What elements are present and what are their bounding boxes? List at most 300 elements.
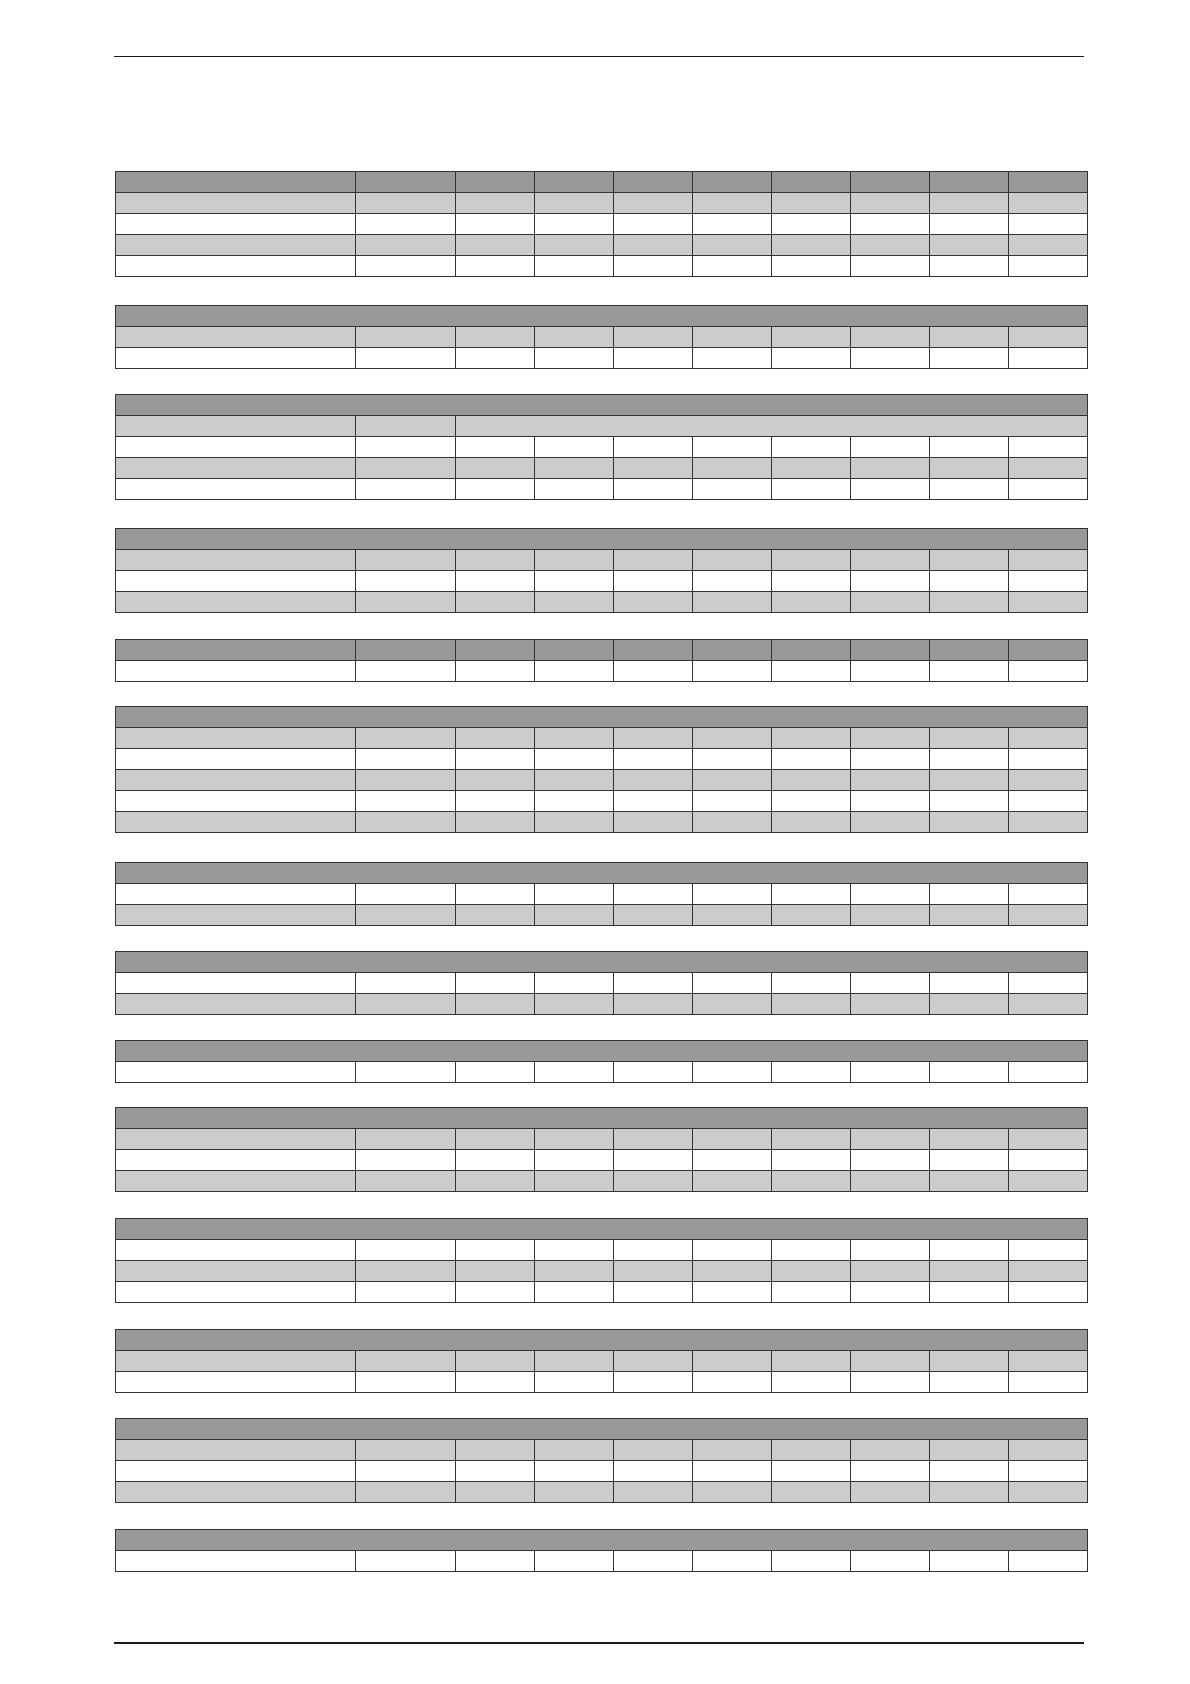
table-cell [693,1282,772,1303]
table-cell [851,1372,930,1393]
table-cell [456,214,535,235]
table-cell [614,193,693,214]
table-cell [851,172,930,193]
table-cell [614,256,693,277]
table-cell [693,661,772,682]
table-cell [693,592,772,613]
table-header-row [116,952,1088,973]
table-row [116,348,1088,369]
table-row [116,193,1088,214]
table-cell [930,661,1009,682]
table-cell [356,416,456,437]
table-cell [116,1330,1088,1351]
table-cell [356,479,456,500]
form-table-5 [115,639,1088,682]
table-cell [535,571,614,592]
table-header-row [116,1530,1088,1551]
table-cell [116,214,356,235]
table-cell [614,550,693,571]
table-row [116,571,1088,592]
table-cell [356,1261,456,1282]
table-cell [456,1240,535,1261]
table-cell [614,1171,693,1192]
table-cell [693,1171,772,1192]
table-cell [356,1282,456,1303]
table-cell [356,592,456,613]
table-header-row [116,1219,1088,1240]
table-cell [1009,256,1088,277]
table-cell [456,416,1088,437]
table-cell [116,1282,356,1303]
table-row [116,1461,1088,1482]
table-row [116,327,1088,348]
table-cell [930,791,1009,812]
table-cell [930,458,1009,479]
table-cell [772,256,851,277]
table-cell [116,973,356,994]
table-cell [614,728,693,749]
table-cell [456,770,535,791]
table-cell [356,1551,456,1572]
table-cell [116,1108,1088,1129]
table-row [116,1062,1088,1083]
table-cell [356,172,456,193]
table-cell [456,1461,535,1482]
table-header-row [116,863,1088,884]
table-cell [851,728,930,749]
table-cell [930,1372,1009,1393]
table-row [116,884,1088,905]
table-cell [930,1551,1009,1572]
table-header-row [116,1330,1088,1351]
table-cell [930,1261,1009,1282]
table-cell [535,661,614,682]
table-row [116,905,1088,926]
table-cell [693,1240,772,1261]
table-cell [356,437,456,458]
table-cell [116,172,356,193]
table-cell [930,550,1009,571]
table-cell [851,1129,930,1150]
table-cell [116,1240,356,1261]
table-header-row [116,1419,1088,1440]
table-cell [1009,1261,1088,1282]
table-cell [614,571,693,592]
table-cell [772,214,851,235]
table-cell [116,256,356,277]
table-cell [356,812,456,833]
table-cell [535,1440,614,1461]
table-cell [535,172,614,193]
table-cell [535,1171,614,1192]
table-cell [693,1062,772,1083]
table-cell [1009,437,1088,458]
table-cell [535,550,614,571]
footer-rule [114,1642,1084,1644]
table-cell [456,1129,535,1150]
table-cell [614,812,693,833]
table-row [116,728,1088,749]
table-row [116,1282,1088,1303]
table-cell [456,1282,535,1303]
table-cell [693,812,772,833]
table-cell [356,214,456,235]
table-cell [693,728,772,749]
table-cell [851,791,930,812]
table-cell [851,348,930,369]
table-row [116,214,1088,235]
table-cell [356,1482,456,1503]
table-row [116,458,1088,479]
table-cell [772,791,851,812]
table-cell [1009,1240,1088,1261]
table-cell [772,1461,851,1482]
table-cell [116,193,356,214]
table-cell [456,905,535,926]
table-row [116,770,1088,791]
table-cell [772,1062,851,1083]
table-cell [116,479,356,500]
table-cell [851,1171,930,1192]
table-cell [851,770,930,791]
table-cell [693,640,772,661]
form-table-7 [115,862,1088,926]
table-cell [535,770,614,791]
table-row [116,1351,1088,1372]
table-cell [456,1261,535,1282]
table-cell [116,661,356,682]
table-row [116,1440,1088,1461]
table-cell [614,458,693,479]
table-cell [1009,1150,1088,1171]
table-cell [772,749,851,770]
table-cell [772,479,851,500]
table-cell [456,1351,535,1372]
table-cell [614,905,693,926]
table-row [116,1240,1088,1261]
table-cell [930,640,1009,661]
table-cell [614,1482,693,1503]
table-cell [851,214,930,235]
form-table-1 [115,171,1088,277]
table-cell [116,728,356,749]
table-cell [116,863,1088,884]
table-cell [930,348,1009,369]
table-cell [851,458,930,479]
table-cell [1009,193,1088,214]
table-cell [614,1261,693,1282]
table-cell [1009,1372,1088,1393]
table-cell [930,1150,1009,1171]
table-cell [116,952,1088,973]
table-cell [356,905,456,926]
table-cell [614,437,693,458]
table-cell [1009,1440,1088,1461]
table-cell [693,214,772,235]
table-cell [356,256,456,277]
table-cell [1009,728,1088,749]
table-cell [851,994,930,1015]
table-cell [116,416,356,437]
table-cell [693,1440,772,1461]
table-cell [1009,661,1088,682]
table-cell [535,479,614,500]
table-cell [116,1440,356,1461]
table-cell [614,1129,693,1150]
table-cell [356,550,456,571]
table-cell [116,1372,356,1393]
table-row [116,479,1088,500]
table-cell [772,1351,851,1372]
table-cell [356,1062,456,1083]
table-cell [930,1461,1009,1482]
table-cell [851,812,930,833]
table-cell [116,1261,356,1282]
table-cell [535,327,614,348]
form-table-9 [115,1040,1088,1083]
table-cell [356,994,456,1015]
table-cell [535,458,614,479]
table-cell [614,1351,693,1372]
table-row [116,661,1088,682]
table-cell [456,550,535,571]
form-table-8 [115,951,1088,1015]
table-cell [535,592,614,613]
table-cell [772,640,851,661]
table-cell [772,327,851,348]
table-cell [693,458,772,479]
table-cell [693,905,772,926]
table-cell [116,437,356,458]
table-cell [930,327,1009,348]
table-cell [456,973,535,994]
table-cell [930,1062,1009,1083]
table-cell [356,661,456,682]
table-cell [456,1551,535,1572]
table-row [116,437,1088,458]
table-row [116,749,1088,770]
table-cell [851,193,930,214]
table-cell [693,1129,772,1150]
table-cell [535,1062,614,1083]
table-cell [772,1261,851,1282]
table-cell [614,661,693,682]
table-cell [930,1171,1009,1192]
table-cell [693,884,772,905]
table-row [116,416,1088,437]
table-cell [456,235,535,256]
table-cell [356,1461,456,1482]
table-cell [772,571,851,592]
table-row [116,1482,1088,1503]
table-cell [693,1551,772,1572]
table-cell [456,791,535,812]
table-cell [772,1240,851,1261]
table-cell [614,1062,693,1083]
table-cell [1009,994,1088,1015]
table-cell [535,214,614,235]
table-cell [116,905,356,926]
table-cell [1009,571,1088,592]
table-cell [116,348,356,369]
table-cell [851,905,930,926]
table-cell [456,749,535,770]
table-cell [772,1171,851,1192]
table-cell [614,791,693,812]
table-cell [614,1150,693,1171]
table-cell [1009,1282,1088,1303]
table-cell [116,1219,1088,1240]
table-cell [456,1150,535,1171]
table-cell [614,592,693,613]
table-cell [535,1372,614,1393]
table-cell [930,1282,1009,1303]
table-cell [930,256,1009,277]
table-header-row [116,172,1088,193]
table-cell [693,1461,772,1482]
table-cell [1009,791,1088,812]
table-cell [456,1062,535,1083]
table-cell [614,770,693,791]
table-cell [851,1150,930,1171]
table-cell [772,458,851,479]
table-cell [851,479,930,500]
table-cell [614,640,693,661]
table-cell [116,1419,1088,1440]
table-cell [930,193,1009,214]
table-cell [614,1240,693,1261]
table-cell [693,973,772,994]
table-header-row [116,306,1088,327]
table-cell [614,1282,693,1303]
table-cell [772,550,851,571]
table-cell [614,884,693,905]
table-cell [1009,327,1088,348]
table-cell [693,1482,772,1503]
table-cell [772,1372,851,1393]
table-cell [456,458,535,479]
table-row [116,256,1088,277]
table-cell [116,550,356,571]
table-cell [930,1129,1009,1150]
table-cell [614,479,693,500]
table-cell [930,437,1009,458]
table-cell [851,1440,930,1461]
table-cell [772,592,851,613]
table-cell [1009,1482,1088,1503]
table-cell [535,905,614,926]
table-cell [535,994,614,1015]
table-cell [356,571,456,592]
table-cell [116,235,356,256]
table-cell [456,1372,535,1393]
table-cell [851,1240,930,1261]
table-cell [772,973,851,994]
table-cell [356,1171,456,1192]
table-cell [930,973,1009,994]
table-cell [851,1461,930,1482]
table-cell [772,193,851,214]
table-cell [1009,812,1088,833]
table-header-row [116,395,1088,416]
table-cell [1009,973,1088,994]
table-cell [851,749,930,770]
table-cell [930,571,1009,592]
table-cell [1009,172,1088,193]
table-cell [456,1440,535,1461]
table-cell [1009,1129,1088,1150]
table-cell [772,235,851,256]
table-cell [614,235,693,256]
table-cell [535,812,614,833]
table-cell [772,1150,851,1171]
table-cell [851,550,930,571]
table-cell [116,327,356,348]
table-cell [535,791,614,812]
table-cell [116,707,1088,728]
table-cell [1009,640,1088,661]
table-row [116,592,1088,613]
table-cell [356,973,456,994]
table-cell [772,905,851,926]
table-row [116,791,1088,812]
table-cell [456,571,535,592]
table-cell [693,1351,772,1372]
table-cell [116,1351,356,1372]
table-cell [116,812,356,833]
table-cell [456,256,535,277]
table-header-row [116,529,1088,550]
table-cell [693,550,772,571]
form-table-4 [115,528,1088,613]
table-row [116,812,1088,833]
table-cell [356,770,456,791]
table-cell [535,1482,614,1503]
table-cell [930,905,1009,926]
table-cell [693,235,772,256]
table-cell [930,1482,1009,1503]
table-cell [1009,1351,1088,1372]
table-cell [930,884,1009,905]
table-cell [456,1171,535,1192]
table-cell [1009,749,1088,770]
form-table-12 [115,1329,1088,1393]
table-cell [930,749,1009,770]
table-header-row [116,1041,1088,1062]
table-cell [116,306,1088,327]
table-cell [851,1482,930,1503]
table-cell [116,571,356,592]
table-cell [930,172,1009,193]
table-cell [456,348,535,369]
table-cell [930,1351,1009,1372]
table-cell [930,479,1009,500]
table-row [116,1261,1088,1282]
table-cell [1009,884,1088,905]
table-cell [535,348,614,369]
table-cell [693,479,772,500]
table-cell [116,1062,356,1083]
table-header-row [116,640,1088,661]
table-cell [116,529,1088,550]
table-cell [116,395,1088,416]
table-row [116,1129,1088,1150]
table-cell [693,994,772,1015]
form-table-3 [115,394,1088,500]
table-cell [851,1282,930,1303]
table-cell [116,1530,1088,1551]
table-row [116,235,1088,256]
